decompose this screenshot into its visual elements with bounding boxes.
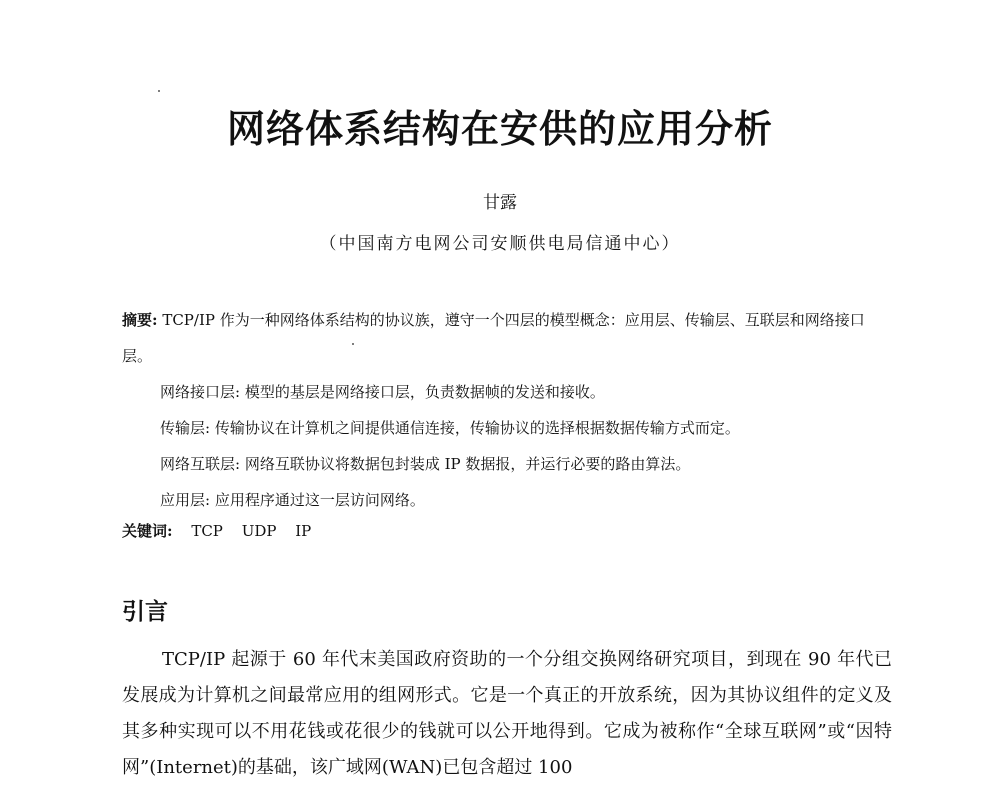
body-paragraph: TCP/IP 起源于 60 年代末美国政府资助的一个分组交换网络研究项目，到现在 90 年代已发展成为计算机之间最常应用的组网形式。它是一个真正的开放系统，因为其协议组件的定义及其多种实现可以不用花钱或花很少的钱就可以公开地得到。它成为被称作“全球互联网”或“因特网”(Internet)的基础，该广域网(WAN)已包含超过 100 [122, 649, 892, 778]
abstract-item-label: 网络接口层: [160, 383, 241, 401]
author-affiliation: （中国南方电网公司安顺供电局信通中心） [319, 234, 681, 254]
abstract-item [122, 410, 892, 446]
abstract-item-label: 传输层: [160, 419, 211, 437]
author-name: 甘露 [483, 193, 517, 213]
abstract-item-label: 网络互联层: [160, 455, 241, 473]
abstract-summary [122, 302, 892, 374]
abstract-label: 摘要: [122, 311, 158, 329]
scan-speck [158, 90, 160, 92]
abstract-text: TCP/IP 作为一种网络体系结构的协议族，遵守一个四层的模型概念：应用层、传输层、互联层和网络接口层。 [122, 311, 865, 365]
keywords-label: 关键词: [122, 522, 173, 540]
section-body [122, 642, 892, 786]
section-heading: 引言 [122, 599, 168, 625]
abstract-item-label: 应用层: [160, 491, 211, 509]
abstract-item-text: 应用程序通过这一层访问网络。 [210, 491, 425, 509]
abstract-item [122, 446, 892, 482]
abstract-item-text: 传输协议在计算机之间提供通信连接，传输协议的选择根据数据传输方式而定。 [210, 419, 740, 437]
abstract-item [122, 482, 892, 518]
keyword-item: IP [295, 522, 312, 540]
keywords-line [122, 520, 311, 541]
abstract-item-text: 模型的基层是网络接口层，负责数据帧的发送和接收。 [240, 383, 605, 401]
abstract-item [122, 374, 892, 410]
abstract-block [122, 302, 892, 518]
abstract-item-text: 网络互联协议将数据包封装成 IP 数据报，并运行必要的路由算法。 [240, 455, 691, 473]
keyword-item: UDP [241, 522, 277, 540]
paper-title: 网络体系结构在安供的应用分析 [226, 107, 773, 151]
keyword-item: TCP [191, 522, 223, 540]
